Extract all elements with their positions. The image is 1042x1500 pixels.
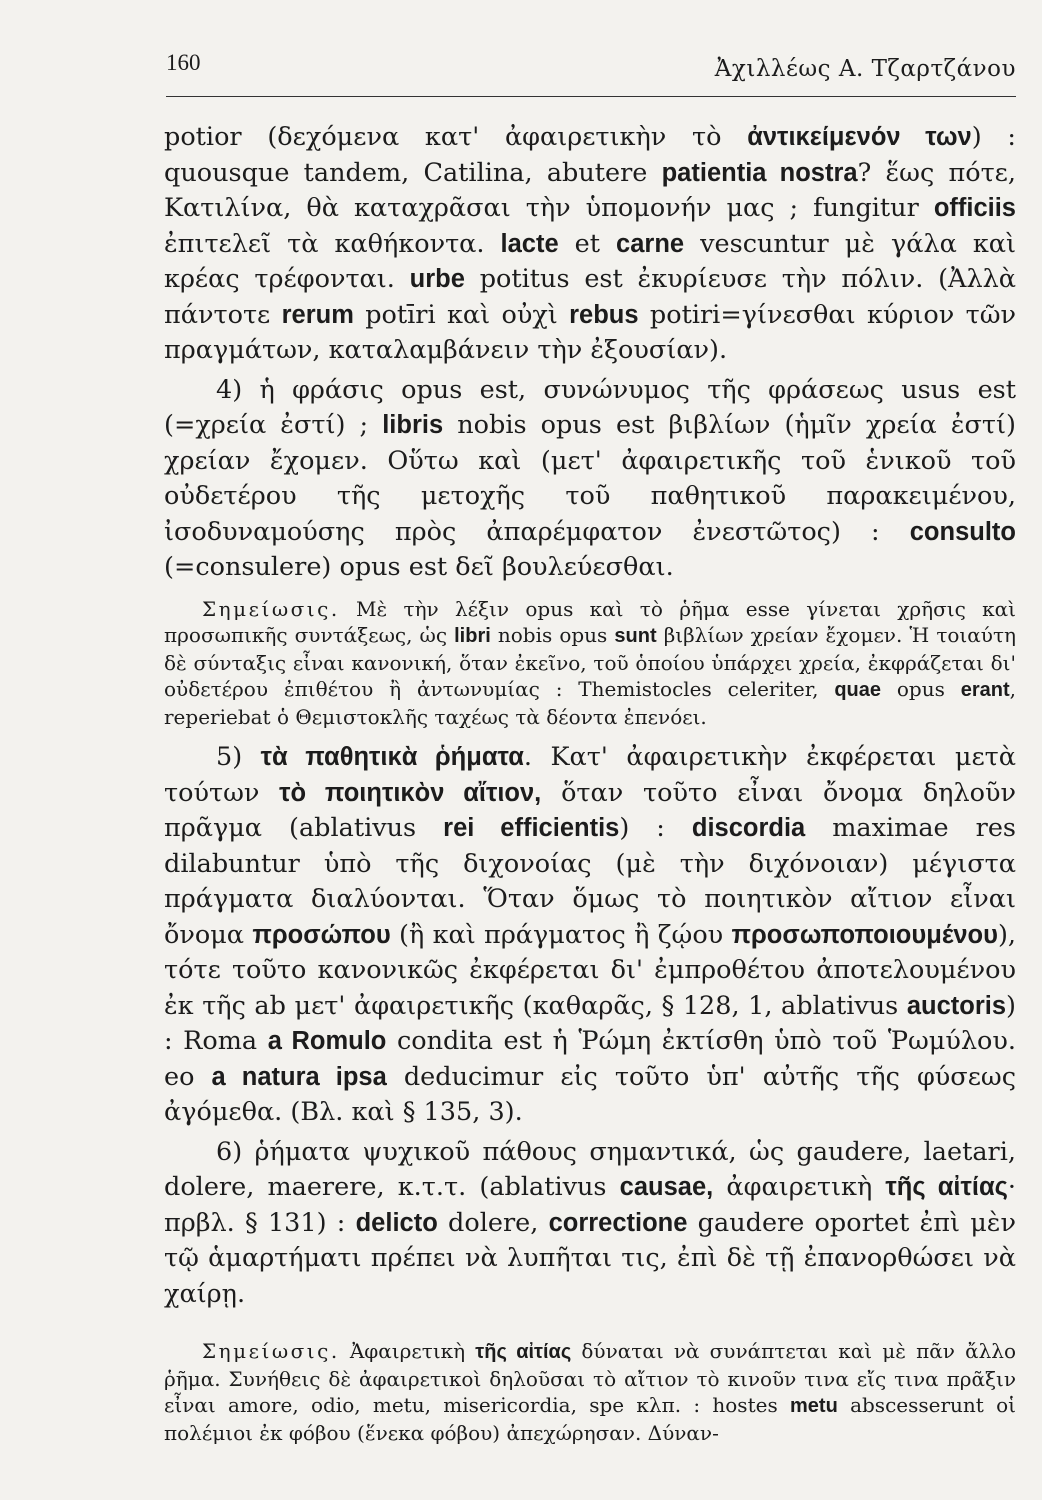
paragraph-potior: potior (δεχόμενα κατ' ἀφαιρετικὴν τὸ ἀντικείμενόν των) : quousque tandem, Catilina, abutere patientia nostra? ἕως πότε, Κατιλίνα, θὰ καταχρᾶσαι τὴν ὑπομονήν μας ; fungitur officiis ἐπιτελεῖ τὰ καθήκοντα. lacte et carne vescuntur μὲ γάλα καὶ κρέας τρέφονται. urbe potitus est ἐκυρίευσε τὴν πόλιν. (Ἀλλὰ πάντοτε rerum potīri καὶ οὐχὶ rebus potiri=γίνεσθαι κύριον τῶν πραγμάτων, καταλαμβάνειν τὴν ἐξουσίαν). [164,122,1016,365]
paragraph-section-6: 6) ῥήματα ψυχικοῦ πάθους σημαντικά, ὡς gaudere, laetari, dolere, maerere, κ.τ.τ. (ablativus causae, ἀφαιρετικὴ τῆς αἰτίας· πρβλ. § 131) : delicto dolere, correctione gaudere oportet ἐπὶ μὲν τῷ ἁμαρτήματι πρέπει νὰ λυπῆται τις, ἐπὶ δὲ τῇ ἐπανορθώσει νὰ χαίρῃ. [164,1136,1016,1309]
note-causae: Σημείωσις. Ἀφαιρετικὴ τῆς αἰτίας δύναται νὰ συνάπτεται καὶ μὲ πᾶν ἄλλο ῥῆμα. Συνήθεις δὲ ἀφαιρετικοὶ δηλοῦσαι τὸ αἴτιον τὸ κινοῦν τινα εἴς τινα πρᾶξιν εἶναι amore, odio, metu, misericordia, spe κλπ. : hostes metu abscesserunt οἱ πολέμιοι ἐκ φόβου (ἕνεκα φόβου) ἀπεχώρησαν. Δύναν- [164,1339,1016,1445]
page-header [166,46,1016,97]
note-opus-esse: Σημείωσις. Μὲ τὴν λέξιν opus καὶ τὸ ῥῆμα esse γίνεται χρῆσις καὶ προσωπικῆς συντάξεως, ὡς libri nobis opus sunt βιβλίων χρείαν ἔχομεν. Ἡ τοιαύτη δὲ σύνταξις εἶναι κανονική, ὅταν ἐκεῖνο, τοῦ ὁποίου ὑπάρχει χρεία, ἐκφράζεται δι' οὐδετέρου ἐπιθέτου ἢ ἀντωνυμίας : Themistocles celeriter, quae opus erant, reperiebat ὁ Θεμιστοκλῆς ταχέως τὰ δέοντα ἐπενόει. [164,596,1016,729]
body-text [164,120,1016,1446]
running-head: Ἀχιλλέως Α. Τζαρτζάνου [714,56,1016,82]
paragraph-section-4: 4) ἡ φράσις opus est, συνώνυμος τῆς φράσεως usus est (=χρεία ἐστί) ; libris nobis opus est βιβλίων (ἡμῖν χρεία ἐστί) χρείαν ἔχομεν. Οὕτω καὶ (μετ' ἀφαιρετικῆς τοῦ ἑνικοῦ τοῦ οὐδετέρου τῆς μετοχῆς τοῦ παθητικοῦ παρακειμένου, ἰσοδυναμούσης πρὸς ἀπαρέμφατον ἐνεστῶτος) : consulto (=consulere) opus est δεῖ βουλεύεσθαι. [164,374,1016,582]
paragraph-section-5: 5) τὰ παθητικὰ ῥήματα. Κατ' ἀφαιρετικὴν ἐκφέρεται μετὰ τούτων τὸ ποιητικὸν αἴτιον, ὅταν τοῦτο εἶναι ὄνομα δηλοῦν πρᾶγμα (ablativus rei efficientis) : discordia maximae res dilabuntur ὑπὸ τῆς διχονοίας (μὲ τὴν διχόνοιαν) μέγιστα πράγματα διαλύονται. Ὅταν ὅμως τὸ ποιητικὸν αἴτιον εἶναι ὄνομα προσώπου (ἢ καὶ πράγματος ἢ ζῴου προσωποποιουμένου), τότε τοῦτο κανονικῶς ἐκφέρεται δι' ἐμπροθέτου ἀποτελουμένου ἐκ τῆς ab μετ' ἀφαιρετικῆς (καθαρᾶς, § 128, 1, ablativus auctoris) : Roma a Romulo condita est ἡ Ῥώμη ἐκτίσθη ὑπὸ τοῦ Ῥωμύλου. eo a natura ipsa deducimur εἰς τοῦτο ὑπ' αὐτῆς τῆς φύσεως ἀγόμεθα. (Βλ. καὶ § 135, 3). [164,742,1016,1127]
page-number: 160 [166,50,201,75]
